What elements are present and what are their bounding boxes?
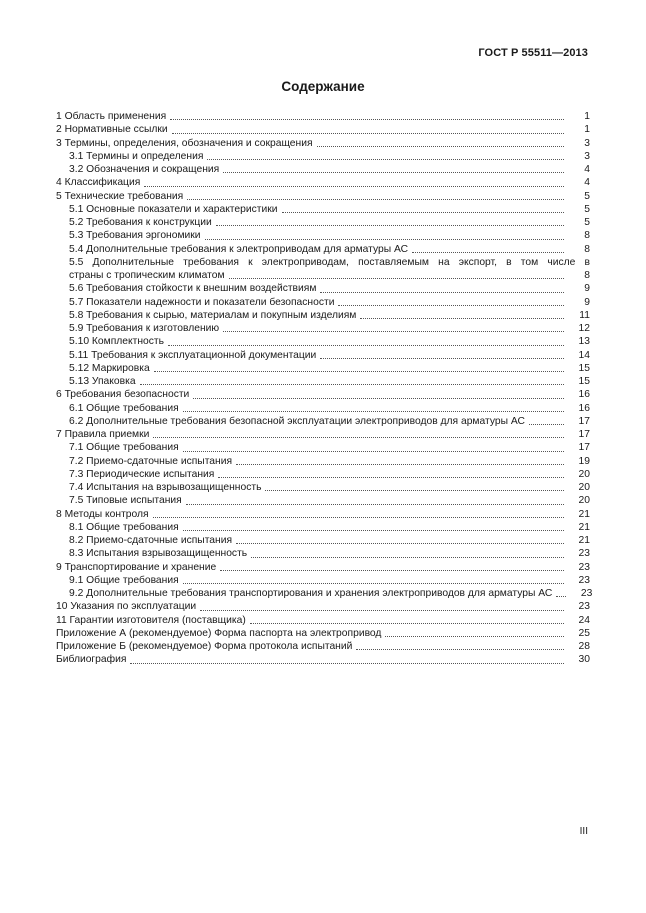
toc-entry-page: 4: [584, 177, 590, 189]
toc-dot-leader: [251, 543, 564, 557]
toc-entry-label: 1 Область применения: [56, 111, 167, 122]
toc-entry-page: 20: [578, 482, 590, 493]
toc-dot-leader: [183, 570, 564, 584]
toc-dot-leader: [412, 239, 564, 253]
toc-entry-page: 8: [584, 270, 590, 281]
toc-dot-leader: [529, 411, 564, 425]
toc-entry-page: 3: [584, 137, 590, 149]
toc-dot-leader: [356, 636, 564, 650]
toc-entry-page: 8: [584, 243, 590, 255]
toc-entry-page: 24: [578, 614, 590, 626]
toc-dot-leader: [172, 119, 564, 133]
toc-entry-page: 23: [580, 588, 593, 599]
toc-entry-page: 15: [578, 362, 590, 374]
toc-entry[interactable]: [56, 574, 590, 587]
toc-entry-label: 7 Правила приемки: [56, 429, 150, 440]
toc-entry-page: 12: [578, 323, 590, 334]
toc-entry-page: 23: [578, 601, 590, 613]
document-code: ГОСТ Р 55511—2013: [478, 47, 588, 59]
toc-entry-label: 7.5 Типовые испытания: [69, 495, 182, 507]
toc-entry-page: 9: [584, 283, 590, 295]
toc-entry-label: 5.4 Дополнительные требования к электроприводам для арматуры АС: [69, 243, 409, 255]
toc-entry-page: 17: [578, 429, 590, 440]
toc-entry-page: 28: [578, 641, 590, 652]
toc-entry-page: 1: [584, 124, 590, 136]
toc-dot-leader: [360, 305, 564, 319]
toc-dot-leader: [144, 172, 564, 186]
toc-dot-leader: [207, 146, 564, 160]
toc-dot-leader: [317, 133, 564, 147]
toc-dot-leader: [223, 318, 564, 332]
toc-entry-page: 20: [578, 468, 590, 480]
toc-dot-leader: [220, 557, 564, 571]
toc-entry-label: 6.2 Дополнительные требования безопасной эксплуатации электроприводов для арматуры АС: [69, 415, 525, 427]
toc-entry-label: 3.2 Обозначения и сокращения: [69, 164, 220, 175]
page-title: Содержание: [281, 79, 365, 94]
toc-entry-label: 8.1 Общие требования: [69, 521, 179, 533]
toc-dot-leader: [223, 159, 564, 173]
toc-entry-label: 6.1 Общие требования: [69, 402, 179, 414]
toc-entry-label: 5 Технические требования: [56, 190, 184, 202]
toc-entry-label: 9 Транспортирование и хранение: [56, 561, 217, 573]
toc-entry-label: 7.1 Общие требования: [69, 442, 179, 454]
toc-entry-label: 5.9 Требования к изготовлению: [69, 323, 220, 334]
toc-entry-label: 5.1 Основные показатели и характеристики: [69, 203, 278, 215]
toc-entry-page: 5: [584, 217, 590, 228]
toc-dot-leader: [250, 610, 564, 624]
toc-entry-label: 8.3 Испытания взрывозащищенность: [69, 548, 248, 560]
toc-dot-leader: [385, 623, 564, 637]
toc-dot-leader: [200, 596, 564, 610]
toc-dot-leader: [320, 278, 564, 292]
toc-entry-label: 8.2 Приемо-сдаточные испытания: [69, 535, 233, 546]
toc-entry-page: 1: [584, 111, 590, 122]
toc-entry-page: 21: [578, 535, 590, 546]
toc-dot-leader: [187, 186, 564, 200]
toc-entry-page: 23: [578, 548, 590, 560]
toc-entry-label: Библиография: [56, 654, 127, 666]
toc-entry-page: 8: [584, 230, 590, 242]
toc-entry-label: 5.13 Упаковка: [69, 376, 136, 387]
page-number: III: [579, 826, 588, 837]
toc-dot-leader: [186, 490, 564, 504]
toc-entry-label: 8 Методы контроля: [56, 508, 149, 520]
toc-dot-leader: [320, 345, 564, 359]
toc-dot-leader: [183, 517, 564, 531]
toc-entry-page: 16: [578, 402, 590, 414]
toc-dot-leader: [205, 225, 564, 239]
toc-dot-leader: [216, 212, 564, 226]
toc-entry-label: 3 Термины, определения, обозначения и сокращения: [56, 137, 313, 149]
toc-entry-label: 2 Нормативные ссылки: [56, 124, 168, 136]
toc-dot-leader: [282, 199, 565, 213]
toc-entry-page: 4: [584, 164, 590, 175]
toc-entry-page: 3: [584, 150, 590, 162]
toc-entry-label: 7.4 Испытания на взрывозащищенность: [69, 482, 262, 493]
toc-entry-page: 23: [578, 574, 590, 586]
toc-entry-page: 21: [578, 508, 590, 520]
toc-entry[interactable]: [56, 243, 590, 256]
toc-entry-page: 20: [578, 495, 590, 507]
toc-entry-label: 4 Классификация: [56, 177, 141, 189]
toc-entry-page: 21: [578, 521, 590, 533]
toc-entry-label: 7.3 Периодические испытания: [69, 468, 215, 480]
toc-dot-leader: [183, 398, 564, 412]
toc-dot-leader: [218, 464, 564, 478]
toc-entry-label: 9.2 Дополнительные требования транспортирования и хранения электроприводов для арматуры АС: [69, 588, 553, 599]
toc-dot-leader: [236, 530, 564, 544]
toc-entry-label: 5.5 Дополнительные требования к электроприводам, поставляемым на экспорт, в том числе в: [69, 256, 590, 268]
toc-dot-leader: [140, 371, 564, 385]
toc-entry[interactable]: [56, 653, 590, 666]
toc-dot-leader: [153, 424, 564, 438]
toc-entry-label: 5.12 Маркировка: [69, 362, 150, 374]
toc-entry-label: 5.8 Требования к сырью, материалам и покупным изделиям: [69, 309, 357, 321]
toc-dot-leader: [265, 477, 564, 491]
toc-entry-page: 19: [578, 455, 590, 467]
toc-entry-page: 17: [578, 442, 590, 454]
toc-entry-label: 5.10 Комплектность: [69, 336, 164, 348]
toc-entry-label: 11 Гарантии изготовителя (поставщика): [56, 614, 246, 626]
toc-entry-page: 30: [578, 654, 590, 666]
toc-entry-page: 11: [579, 309, 590, 321]
toc-dot-leader: [193, 384, 564, 398]
toc-entry-label: 9.1 Общие требования: [69, 574, 179, 586]
table-of-contents: [56, 110, 593, 667]
toc-dot-leader: [130, 649, 564, 663]
toc-dot-leader: [338, 292, 564, 306]
toc-entry-page: 5: [584, 203, 590, 215]
toc-dot-leader: [170, 106, 564, 120]
toc-entry-label: 6 Требования безопасности: [56, 389, 190, 401]
toc-entry-label: 5.2 Требования к конструкции: [69, 217, 212, 228]
toc-dot-leader: [153, 504, 564, 518]
toc-entry-label: 5.11 Требования к эксплуатационной документации: [69, 349, 317, 361]
toc-entry-page: 14: [578, 349, 590, 361]
toc-entry-label: Приложение А (рекомендуемое) Форма паспорта на электропривод: [56, 627, 382, 639]
toc-entry-page: 25: [578, 627, 590, 639]
toc-entry-label: 3.1 Термины и определения: [69, 150, 204, 162]
toc-entry-label: 5.7 Показатели надежности и показатели безопасности: [69, 296, 335, 308]
toc-dot-leader: [154, 358, 564, 372]
toc-entry-page: 15: [578, 376, 590, 387]
toc-entry-page: 23: [578, 561, 590, 573]
toc-entry-page: 9: [584, 296, 590, 308]
toc-entry-page: 17: [578, 415, 590, 427]
toc-entry-label: 5.6 Требования стойкости к внешним воздействиям: [69, 283, 317, 295]
toc-entry[interactable]: [56, 402, 590, 415]
toc-entry-page: 13: [578, 336, 590, 348]
toc-entry-label: 10 Указания по эксплуатации: [56, 601, 197, 613]
toc-entry-label: Приложение Б (рекомендуемое) Форма протокола испытаний: [56, 641, 353, 652]
toc-dot-leader: [229, 265, 564, 279]
toc-dot-leader: [183, 437, 564, 451]
toc-entry-page: 5: [584, 190, 590, 202]
toc-entry-label: 7.2 Приемо-сдаточные испытания: [69, 455, 233, 467]
toc-dot-leader: [236, 451, 564, 465]
toc-entry-label: 5.3 Требования эргономики: [69, 230, 201, 242]
toc-entry-label: страны с тропическим климатом: [69, 270, 225, 281]
toc-dot-leader: [168, 331, 564, 345]
toc-entry-page: 16: [578, 389, 590, 401]
toc-dot-leader: [556, 583, 566, 597]
